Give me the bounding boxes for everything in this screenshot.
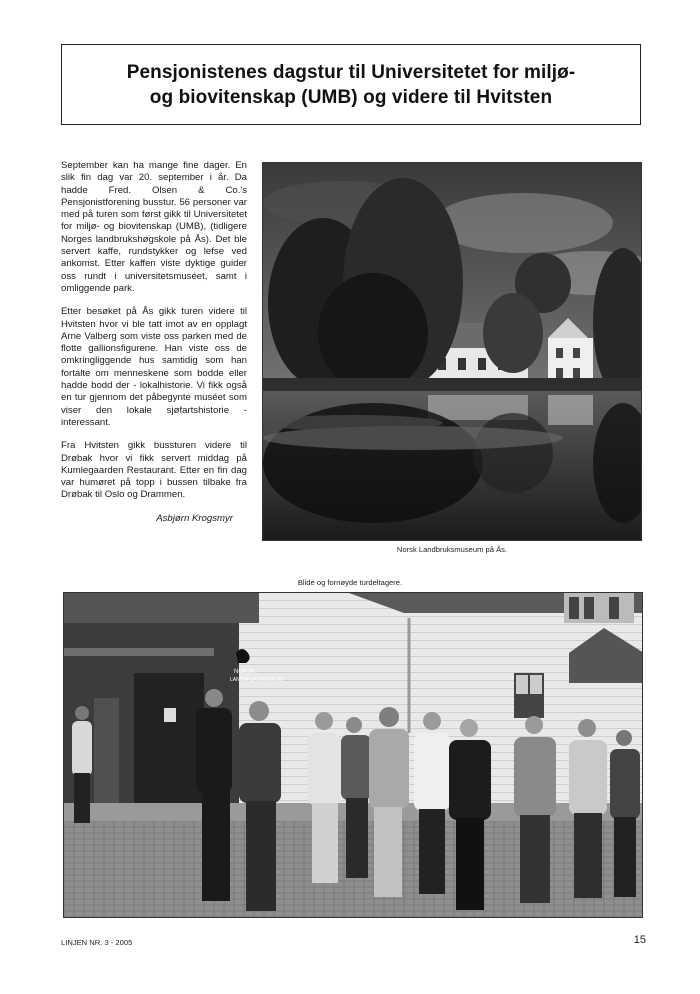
museum-photo [262,162,642,541]
article-title [127,60,576,110]
title-line-2: og biovitenskap (UMB) og videre til Hvitsten [149,86,553,108]
author-signature: Asbjørn Krogsmyr [156,512,233,524]
title-line-1: Pensjonistenes dagstur til Universitetet for miljø- [126,61,576,83]
article-body [61,160,247,525]
museum-sign-text-2: LANDBRUKSMUSEUM [230,677,283,683]
museum-photo-caption: Norsk Landbruksmuseum på Ås. [396,545,508,554]
paragraph-2: Etter besøket på Ås gikk turen videre til Hvitsten hvor vi ble tatt imot av en opplagt Arne Valberg som viste oss parken med de flotte gallionsfigurene. Han viste oss de omkringliggende hus samtidig som han fortalte om menneskene som bodde eller hadde bodd der - lokalhistorie. Vi fikk også en tur gjennom det påbegynte muséet som viser den lokale sjøfartshistorie - interessant. [61,306,247,428]
group-photo-caption: Blide og fornøyde turdeltagere. [297,578,403,587]
paragraph-3: Fra Hvitsten gikk bussturen videre til Drøbak hvor vi fikk servert middag på Kumlegaarden Restaurant. Etter en fin dag var humøret på topp i bussen tilbake fra Drøbak til Oslo og Drammen. [61,440,247,501]
issue-label: LINJEN NR. 3 - 2005 [61,938,133,947]
paragraph-1: September kan ha mange fine dager. En slik fin dag var 20. september i år. Da hadde Fred. Olsen & Co.'s Pensjonistforening busstur. 56 personer var med på turen som først gikk til Universitetet for miljø- og biovitenskap (UMB), (tidligere Norges landbrukshøgskole på Ås). Det ble servert kaffe, rundstykker og lefse ved ankomst. Etter kaffen viste dyktige guider oss rundt i universitetsmuséet, samt i omliggende park. [61,160,247,294]
page-number: 15 [633,934,646,946]
museum-sign-text-1: NORSK [234,669,256,675]
article-title-box [61,44,641,125]
group-photo [63,592,643,918]
